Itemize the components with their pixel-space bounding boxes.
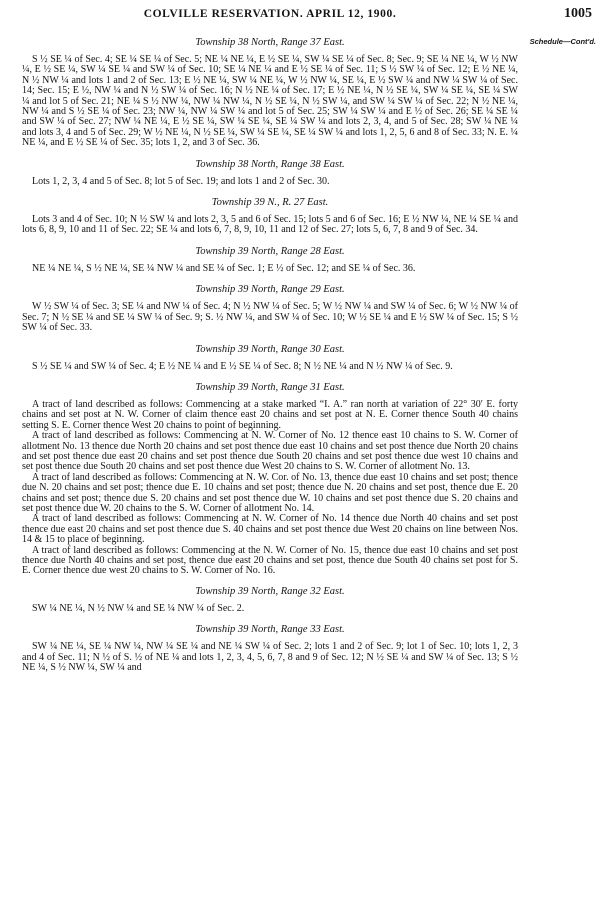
section-paragraph: SW ¼ NE ¼, N ½ NW ¼ and SE ¼ NW ¼ of Sec. 2. bbox=[32, 602, 245, 614]
section-paragraph: A tract of land described as follows: Commencing at N. W. Corner of No. 12 thence east 10 chains to S. W. Corner of allotment No. 13 thence due North 20 chains and set post thence due east 10 chains and set post thence due North 20 chains and set post thence due east 20 chains and set post thence due South 20 chains and set post thence due west 10 chains and set post thence due South 20 chains and set post thence due West 20 chains to S. W. Corner of allotment No. 13. bbox=[22, 430, 518, 473]
section-paragraph: A tract of land described as follows: Commencing at N. W. Corner of No. 14 thence due North 40 chains and set post thence due east 20 chains and set post thence due S. 40 chains and set post thence due West 20 chains on line between Nos. 14 & 15 to place of beginning. bbox=[22, 513, 518, 546]
section-t38-r37 bbox=[22, 36, 518, 149]
section-heading: Township 39 North, Range 30 East. bbox=[195, 343, 345, 355]
section-heading: Township 39 North, Range 31 East. bbox=[195, 381, 345, 393]
section-paragraph: A tract of land described as follows: Commencing at N. W. Cor. of No. 13, thence due east 10 chains and set post; thence due N. 20 chains and set post; thence due E. 10 chains and set post; thence due N. 20 chains and set post, thence due E. 20 chains and set post; thence due S. 20 chains and set post thence due W. 10 chains and set post thence due S. 20 chains and set post thence due W. 20 chains to the S. W. Corner of allotment No. 14. bbox=[22, 471, 518, 514]
text-column bbox=[22, 36, 518, 682]
section-heading: Township 39 North, Range 28 East. bbox=[195, 245, 345, 257]
section-heading: Township 39 North, Range 33 East. bbox=[195, 624, 345, 636]
section-t39-r30 bbox=[22, 343, 518, 372]
page-header bbox=[0, 8, 600, 28]
margin-note: Schedule—Cont'd. bbox=[529, 37, 596, 46]
section-heading: Township 39 North, Range 32 East. bbox=[195, 585, 345, 597]
section-paragraph: S ½ SE ¼ of Sec. 4; SE ¼ SE ¼ of Sec. 5; NE ¼ NE ¼, E ½ SE ¼, SW ¼ SE ¼ of Sec. 8; Sec. 9; SE ¼ NE ¼, W ½ NW ¼, E ½ SE ¼, SW ¼ SE ¼ and SW ¼ of Sec. 10; SE ¼ NE ¼ and E ½ SE ¼ of Sec. 11; S ½ SW ¼ of Sec. 12; E ½ NE ¼, N ½ NW ¼ and lots 1 and 2 of Sec. 13; E ½ NE ¼, SW ¼ NE ¼, W ½ NW ¼, SE ¼, E ½ SW ¼ and NW ¼ SW ¼ of Sec. 14; Sec. 15; E ½, NW ¼ and N ½ SW ¼ of Sec. 16; N ½ NE ¼ of Sec. 17; E ½ NE ¼, N ½ SE ¼, SW ¼ SE ¼, SE ¼ SW ¼ and lot 5 of Sec. 21; NE ¼ S ½ NW ¼, NW ¼ NW ¼, N ½ SE ¼, N ½ SW ¼, and SW ¼ SW ¼ of Sec. 22; N ½ NE ¼, NW ¼ and S ½ SE ¼ of Sec. 23; NW ¼, NW ¼ SW ¼ and lot 5 of Sec. 25; SW ¼ SW ¼ and E ½ of Sec. 26; SE ¼ SE ¼ and SW ¼ of Sec. 27; NW ¼ NE ¼, E ½ SE ¼, SW ¼ SE ¼, SE ¼ SW ¼ and lots 2, 3, 4, and 5 of Sec. 28; SW ¼ NE ¼ and lots 3, 4 and 5 of Sec. 29; W ½ NE ¼, N ½ SE ¼, SW ¼ SE ¼, SE ¼ SW ¼ and lots 1, 2, 5, 6 and 8 of Sec. 33; N. E. ¼ NE ¼, and E ½ SE ¼ of Sec. 35; lots 1, 2, and 3 of Sec. 36. bbox=[22, 54, 518, 149]
section-paragraph: W ½ SW ¼ of Sec. 3; SE ¼ and NW ¼ of Sec. 4; N ½ NW ¼ of Sec. 5; W ½ NW ¼ and SW ¼ of Sec. 6; W ½ NW ¼ of Sec. 7; N ½ SE ¼ and SE ¼ SW ¼ of Sec. 9; S. ½ NW ¼, and SW ¼ of Sec. 10; W ½ SE ¼ and E ½ SW ¼ of Sec. 15; S ½ SW ¼ of Sec. 33. bbox=[22, 301, 518, 334]
section-paragraph: SW ¼ NE ¼, SE ¼ NW ¼, NW ¼ SE ¼ and NE ¼ SW ¼ of Sec. 2; lots 1 and 2 of Sec. 9; lot 1 of Sec. 10; lots 1, 2, 3 and 4 of Sec. 11; N ½ of S. ½ of NE ¼ and lots 1, 2, 3, 4, 5, 6, 7, 8 and 9 of Sec. 12; N ½ SE ¼ and SW ¼ of Sec. 13; S ½ NE ¼, S ½ NW ¼, SW ¼ and bbox=[22, 641, 518, 674]
section-t38-r38 bbox=[22, 158, 518, 187]
section-t39-r31 bbox=[22, 381, 518, 577]
section-heading: Township 38 North, Range 37 East. bbox=[195, 37, 345, 48]
section-paragraph: A tract of land described as follows: Commencing at the N. W. Corner of No. 15, thence due east 10 chains and set post thence due North 40 chains and set post, thence due east 20 chains and set post, thence due South 40 chains set post for S. E. Corner thence due west 20 chains to S. W. Corner of No. 16. bbox=[22, 544, 518, 577]
section-paragraph: Lots 3 and 4 of Sec. 10; N ½ SW ¼ and lots 2, 3, 5 and 6 of Sec. 15; lots 5 and 6 of Sec. 16; E ½ NW ¼, NE ¼ SE ¼ and lots 6, 8, 9, 10 and 11 of Sec. 22; SE ¼ and lots 6, 7, 8, 9, 10, 11 and 12 of Sec. 27; lots 5, 6, 7, 8 and 9 of Sec. 34. bbox=[22, 214, 518, 236]
section-heading: Township 39 North, Range 29 East. bbox=[195, 284, 345, 296]
section-paragraph: Lots 1, 2, 3, 4 and 5 of Sec. 8; lot 5 of Sec. 19; and lots 1 and 2 of Sec. 30. bbox=[32, 175, 330, 187]
section-t39-r27 bbox=[22, 196, 518, 236]
page-number: 1005 bbox=[564, 6, 592, 21]
section-t39-r32 bbox=[22, 585, 518, 614]
section-paragraph: S ½ SE ¼ and SW ¼ of Sec. 4; E ½ NE ¼ and E ½ SE ¼ of Sec. 8; N ½ NE ¼ and N ½ NW ¼ of Sec. 9. bbox=[32, 360, 453, 372]
running-title: COLVILLE RESERVATION. APRIL 12, 1900. bbox=[143, 8, 397, 20]
section-t39-r28 bbox=[22, 245, 518, 274]
section-heading: Township 39 N., R. 27 East. bbox=[211, 197, 329, 209]
section-paragraph: A tract of land described as follows: Commencing at a stake marked “I. A.” ran north at variation of 22° 30′ E. forty chains and set post at N. W. Corner of claim thence east 20 chains and set post at N. E. Corner thence South 40 chains setting S. E. Corner thence West 20 chains to point of beginning. bbox=[22, 398, 518, 431]
section-t39-r33 bbox=[22, 623, 518, 673]
section-paragraph: NE ¼ NE ¼, S ½ NE ¼, SE ¼ NW ¼ and SE ¼ of Sec. 1; E ½ of Sec. 12; and SE ¼ of Sec. 36. bbox=[32, 262, 416, 274]
section-heading: Township 38 North, Range 38 East. bbox=[195, 158, 345, 170]
section-t39-r29 bbox=[22, 283, 518, 333]
